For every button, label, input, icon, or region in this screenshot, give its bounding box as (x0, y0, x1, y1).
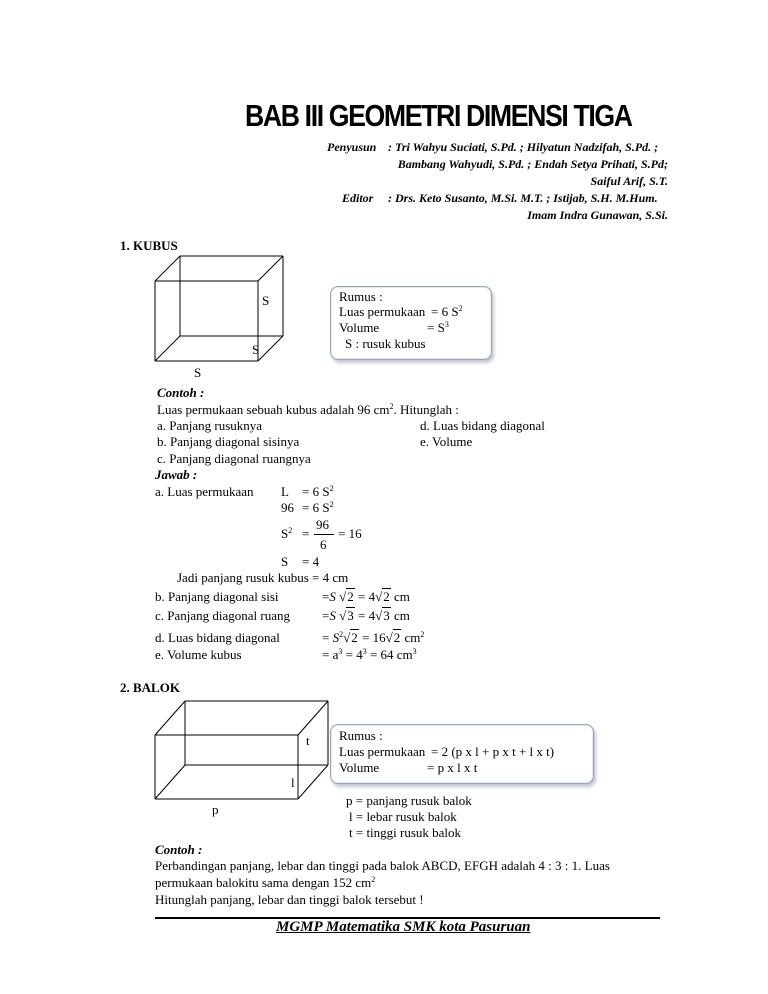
answer-a-conclusion: Jadi panjang rusuk kubus = 4 cm (177, 570, 349, 585)
cube-edge (258, 256, 283, 281)
answer-a-l3-denominator: 6 (320, 537, 327, 552)
kubus-rumus-note: S : rusuk kubus (345, 336, 426, 351)
balok-volume-value: = p x l x t (427, 760, 478, 775)
penyusun-line-2: Bambang Wahyudi, S.Pd. ; Endah Setya Prihati, S.Pd; (397, 157, 668, 171)
kubus-volume-value: = $S^3$ (427, 320, 449, 335)
section-heading-balok: 2. BALOK (120, 680, 180, 695)
cuboid-label-t: t (306, 733, 310, 748)
answer-a-l2-lhs: 96 (281, 500, 294, 515)
answer-d-value: = $S^2√2 = 16√2$ $cm^2$ (322, 630, 425, 645)
answer-b-label: b. Panjang diagonal sisi (155, 589, 279, 604)
balok-legend-l: l = lebar rusuk balok (349, 809, 457, 824)
balok-contoh-line-3: Hitunglah panjang, lebar dan tinggi balok tersebut ! (155, 892, 424, 907)
cube-label-s-bottom: S (194, 365, 202, 380)
cuboid-edge (155, 701, 185, 735)
cuboid-label-l: l (291, 775, 295, 790)
answer-a-l3-numerator: 96 (316, 517, 329, 532)
cube-diagram (150, 253, 285, 363)
kubus-luas-label: Luas permukaan (339, 304, 426, 319)
answer-d-label: d. Luas bidang diagonal (155, 630, 280, 645)
kubus-contoh-label: Contoh : (157, 385, 205, 400)
kubus-question-d: d. Luas bidang diagonal (420, 418, 545, 433)
cube-edge (258, 336, 283, 361)
answer-b-value: =S √2 = 4√2 cm (322, 589, 410, 604)
kubus-contoh-text: Luas permukaan sebuah kubus adalah 96 $cm^2$. Hitunglah : (157, 402, 459, 417)
cuboid-edge (298, 701, 328, 735)
kubus-question-a: a. Panjang rusuknya (157, 418, 263, 433)
balok-contoh-line-1: Perbandingan panjang, lebar dan tinggi pada balok ABCD, EFGH adalah 4 : 3 : 1. Luas (155, 858, 610, 873)
editor-line-1: : Drs. Keto Susanto, M.Si. M.T. ; Istijab, S.H. M.Hum. (388, 191, 658, 205)
cube-label-s-right: S (262, 293, 270, 308)
answer-c-label: c. Panjang diagonal ruang (155, 608, 291, 623)
penyusun-line-3: Saiful Arif, S.T. (590, 174, 668, 188)
kubus-volume-label: Volume (339, 320, 380, 335)
balok-legend-p: p = panjang rusuk balok (346, 793, 472, 808)
balok-luas-label: Luas permukaan (339, 744, 426, 759)
cube-edge (155, 256, 180, 281)
answer-a-l1-rhs: = 6 $S^2$ (302, 484, 334, 499)
balok-rumus-title: Rumus : (339, 728, 383, 743)
answer-a-l3-result: = 16 (338, 526, 362, 541)
kubus-jawab-label: Jawab : (155, 467, 198, 482)
balok-legend-t: t = tinggi rusuk balok (349, 825, 462, 840)
answer-a-l3-eq: = (302, 526, 310, 541)
cuboid-edge (298, 765, 328, 799)
editor-line-2: Imam Indra Gunawan, S.Si. (527, 208, 668, 222)
balok-volume-label: Volume (339, 760, 380, 775)
kubus-luas-value: = 6 $S^2$ (431, 304, 463, 319)
fraction-bar (314, 534, 334, 535)
kubus-question-c: c. Panjang diagonal ruangnya (157, 451, 311, 466)
kubus-rumus-title: Rumus : (339, 289, 383, 304)
section-heading-kubus: 1. KUBUS (120, 238, 178, 253)
answer-a-l4-lhs: S (281, 554, 289, 569)
penyusun-line-1: : Tri Wahyu Suciati, S.Pd. ; Hilyatun Nadzifah, S.Pd. ; (388, 140, 659, 154)
answer-a-label: a. Luas permukaan (155, 484, 254, 499)
balok-contoh-line-2: permukaan balokitu sama dengan 152 $cm^2$ (155, 875, 376, 890)
editor-label: Editor (342, 191, 374, 205)
kubus-question-e: e. Volume (420, 434, 473, 449)
cube-label-s-depth: S (252, 342, 260, 357)
balok-contoh-label: Contoh : (155, 842, 203, 857)
answer-a-l3-lhs: $S^2$ (281, 526, 293, 541)
cuboid-edge (155, 765, 185, 799)
cuboid-label-p: p (212, 802, 219, 817)
page-title: BAB III GEOMETRI DIMENSI TIGA (245, 98, 632, 133)
answer-e-label: e. Volume kubus (155, 647, 242, 662)
cuboid-diagram (150, 698, 330, 803)
answer-a-l1-lhs: L (281, 484, 289, 499)
answer-c-value: =S √3 = 4√3 cm (322, 608, 410, 623)
page-footer: MGMP Matematika SMK kota Pasuruan (276, 919, 531, 935)
answer-a-l4-rhs: = 4 (302, 554, 320, 569)
kubus-question-b: b. Panjang diagonal sisinya (157, 434, 300, 449)
answer-a-l2-rhs: = 6 $S^2$ (302, 500, 334, 515)
answer-e-value: = $a^3 = 4^3 = 64$ $cm^3$ (322, 647, 417, 662)
balok-luas-value: = 2 (p x l + p x t + l x t) (431, 744, 555, 759)
penyusun-label: Penyusun (327, 140, 377, 154)
cube-edge (155, 336, 180, 361)
